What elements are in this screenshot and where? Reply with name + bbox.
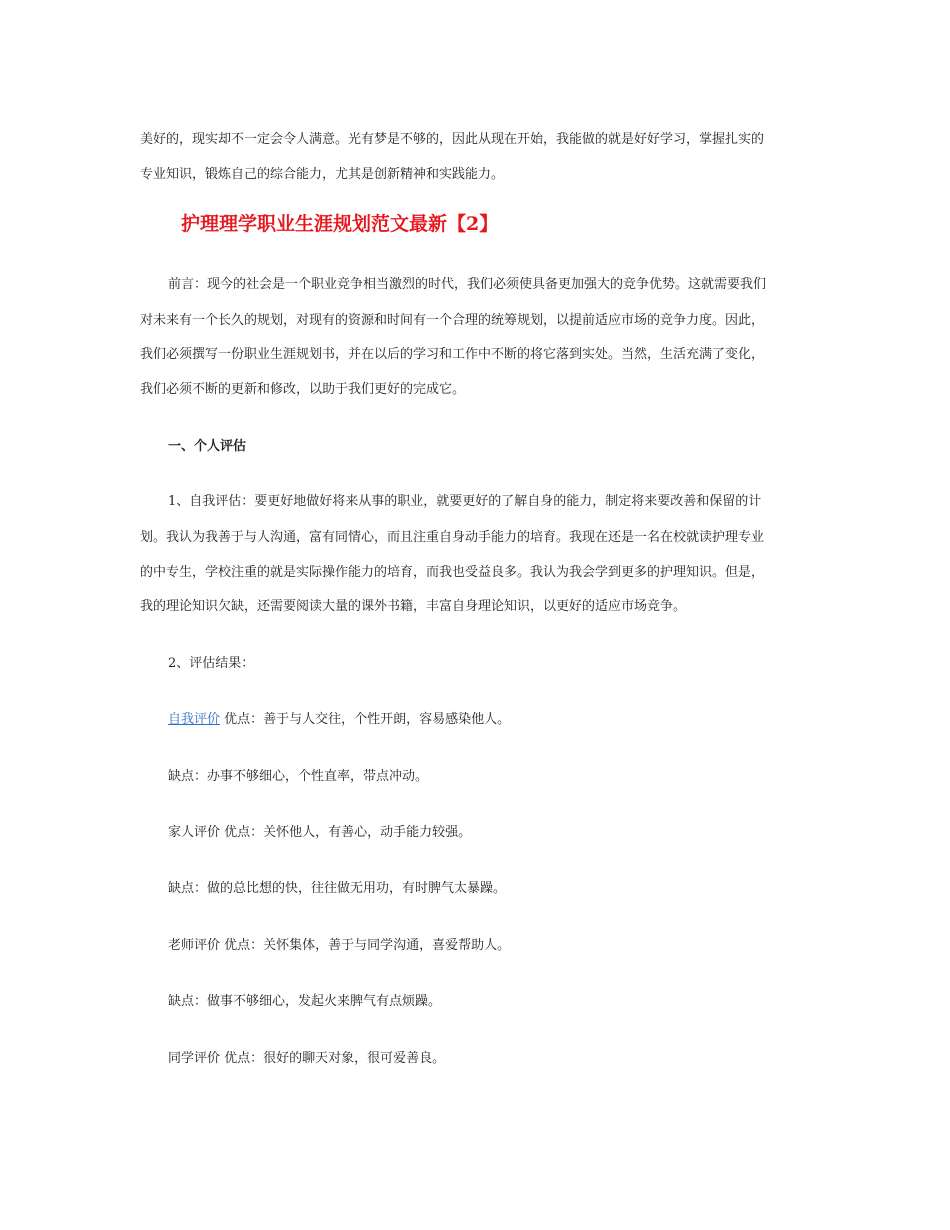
- self-assessment-line-2: 划。我认为我善于与人沟通，富有同情心，而且注重自身动手能力的培育。我现在还是一名在校就读护理专业: [140, 530, 765, 545]
- intro-line-2: 专业知识，锻炼自己的综合能力，尤其是创新精神和实践能力。: [140, 167, 505, 182]
- personal-assessment-heading: 一、个人评估: [168, 439, 247, 454]
- results-heading: 2、评估结果：: [168, 656, 255, 671]
- self-evaluation-link[interactable]: 自我评价: [168, 712, 221, 727]
- family-evaluation-cons: 缺点：做的总比想的快，往往做无用功，有时脾气太暴躁。: [168, 881, 507, 896]
- self-assessment-line-3: 的中专生，学校注重的就是实际操作能力的培育，而我也受益良多。我认为我会学到更多的护理知识。但是，: [140, 565, 765, 580]
- preface-line-4: 我们必须不断的更新和修改，以助于我们更好的完成它。: [140, 382, 466, 397]
- self-evaluation-cons: 缺点：办事不够细心，个性直率，带点冲动。: [168, 769, 429, 784]
- teacher-evaluation-cons: 缺点：做事不够细心，发起火来脾气有点烦躁。: [168, 994, 442, 1009]
- preface-line-3: 我们必须撰写一份职业生涯规划书，并在以后的学习和工作中不断的将它落到实处。当然，生活充满了变化，: [140, 347, 765, 362]
- family-evaluation-pros: 家人评价 优点：关怀他人，有善心，动手能力较强。: [168, 825, 472, 840]
- self-assessment-line-4: 我的理论知识欠缺，还需要阅读大量的课外书籍，丰富自身理论知识，以更好的适应市场竞争。: [140, 599, 687, 614]
- self-assessment-line-1: 1、自我评估：要更好地做好将来从事的职业，就要更好的了解自身的能力，制定将来要改善和保留的计: [168, 494, 762, 509]
- preface-line-2: 对未来有一个长久的规划，对现有的资源和时间有一个合理的统筹规划，以提前适应市场的竞争力度。因此，: [140, 313, 765, 328]
- self-evaluation-pros: [168, 711, 510, 729]
- classmate-evaluation-pros: 同学评价 优点：很好的聊天对象，很可爱善良。: [168, 1051, 446, 1066]
- preface-line-1: 前言：现今的社会是一个职业竞争相当激烈的时代，我们必须使具备更加强大的竞争优势。这就需要我们: [168, 277, 767, 292]
- section-title: 护理理学职业生涯规划范文最新【2】: [181, 213, 499, 235]
- teacher-evaluation-pros: 老师评价 优点：关怀集体，善于与同学沟通，喜爱帮助人。: [168, 938, 511, 953]
- intro-line-1: 美好的，现实却不一定会令人满意。光有梦是不够的，因此从现在开始，我能做的就是好好学习，掌握扎实的: [140, 132, 765, 147]
- self-evaluation-pros-text: 优点：善于与人交往，个性开朗，容易感染他人。: [220, 712, 511, 727]
